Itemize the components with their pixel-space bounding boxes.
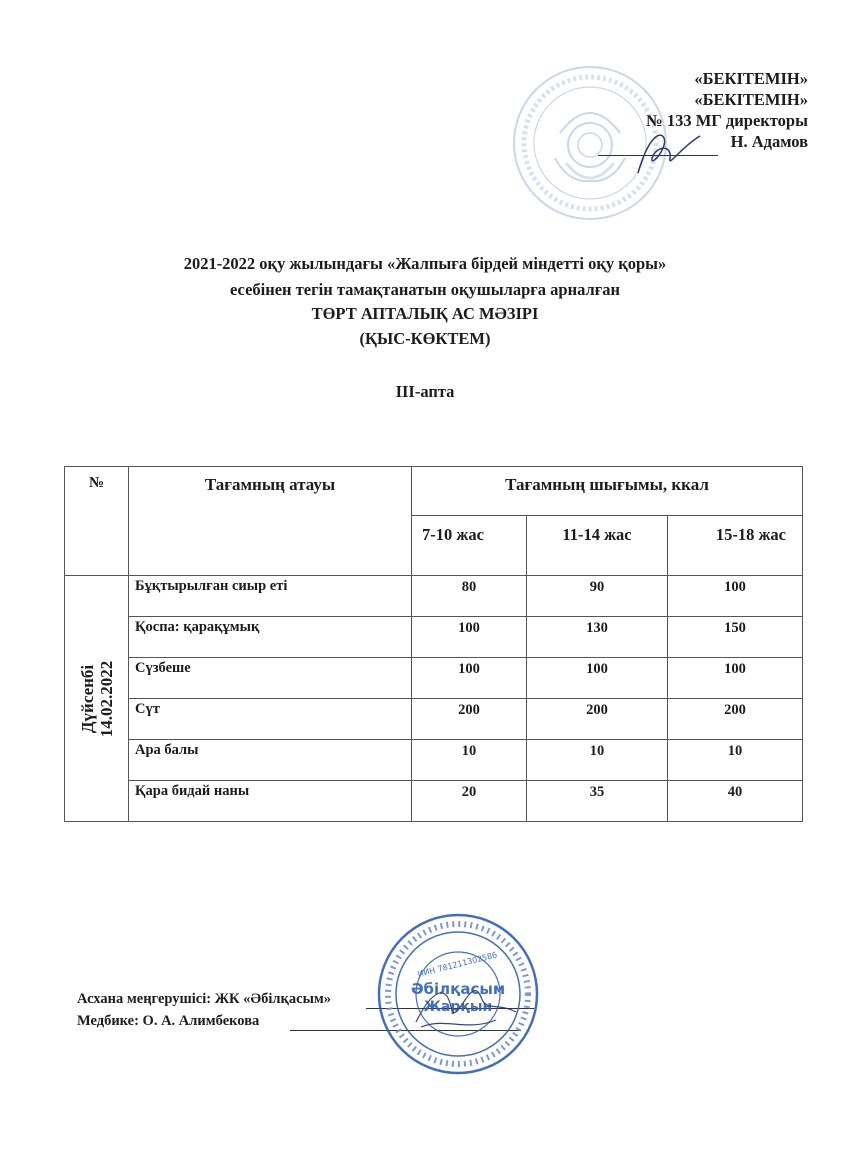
yield-11-14: 35 xyxy=(527,781,668,822)
yield-15-18: 10 xyxy=(668,740,803,781)
document-title-line-3: ТӨРТ АПТАЛЫҚ АС МӘЗІРІ xyxy=(311,304,539,323)
day-name: Дүйсенбі xyxy=(77,664,97,733)
yield-11-14: 130 xyxy=(527,617,668,658)
dish-name: Ара балы xyxy=(129,740,412,781)
approval-position: № 133 МГ директоры xyxy=(646,111,808,130)
yield-15-18: 40 xyxy=(668,781,803,822)
dish-name: Сүт xyxy=(129,699,412,740)
header-age-11-14: 11-14 жас xyxy=(527,516,668,576)
yield-15-18: 150 xyxy=(668,617,803,658)
yield-15-18: 100 xyxy=(668,576,803,617)
table-row xyxy=(65,576,803,617)
dish-name: Қара бидай наны xyxy=(129,781,412,822)
svg-text:ИИН 781211302586: ИИН 781211302586 xyxy=(416,950,499,979)
dish-name: Қоспа: қарақұмық xyxy=(129,617,412,658)
dish-name: Бұқтырылған сиыр еті xyxy=(129,576,412,617)
canteen-stamp xyxy=(376,912,541,1077)
header-age-7-10: 7-10 жас xyxy=(412,516,527,576)
table-row xyxy=(65,658,803,699)
svg-text:Жарқын: Жарқын xyxy=(423,999,493,1015)
approval-heading-2: «БЕКІТЕМІН» xyxy=(694,90,808,109)
dish-name: Сүзбеше xyxy=(129,658,412,699)
yield-7-10: 100 xyxy=(412,658,527,699)
table-row xyxy=(65,699,803,740)
yield-11-14: 200 xyxy=(527,699,668,740)
director-signature xyxy=(620,128,710,178)
header-age-15-18: 15-18 жас xyxy=(668,516,803,576)
yield-11-14: 10 xyxy=(527,740,668,781)
week-label: ІІІ-апта xyxy=(395,382,455,401)
menu-table xyxy=(64,466,803,822)
document-title-line-1: 2021-2022 оқу жылындағы «Жалпыға бірдей міндетті оқу қоры» xyxy=(183,254,667,273)
yield-11-14: 100 xyxy=(527,658,668,699)
yield-7-10: 80 xyxy=(412,576,527,617)
yield-7-10: 20 xyxy=(412,781,527,822)
header-number: № xyxy=(65,467,129,576)
day-label xyxy=(78,660,116,737)
document-title-season: (ҚЫС-КӨКТЕМ) xyxy=(359,329,491,348)
yield-7-10: 10 xyxy=(412,740,527,781)
document-title-line-2: есебінен тегін тамақтанатын оқушыларға арналған xyxy=(230,280,620,299)
yield-7-10: 200 xyxy=(412,699,527,740)
svg-text:Әбілқасым: Әбілқасым xyxy=(410,980,506,998)
header-dish-name: Тағамның атауы xyxy=(129,467,412,576)
day-cell xyxy=(65,576,129,822)
yield-7-10: 100 xyxy=(412,617,527,658)
nurse-signature: Медбике: О. А. Алимбекова xyxy=(77,1013,260,1029)
header-yield: Тағамның шығымы, ккал xyxy=(412,467,803,516)
approval-name: Н. Адамов xyxy=(730,132,808,151)
yield-15-18: 100 xyxy=(668,658,803,699)
table-row xyxy=(65,740,803,781)
table-row xyxy=(65,617,803,658)
yield-15-18: 200 xyxy=(668,699,803,740)
table-row xyxy=(65,781,803,822)
yield-11-14: 90 xyxy=(527,576,668,617)
approval-heading: «БЕКІТЕМІН» xyxy=(694,69,808,88)
table-header-row xyxy=(65,467,803,516)
canteen-manager-signature: Асхана меңгерушісі: ЖК «Әбілқасым» xyxy=(77,991,332,1007)
day-date: 14.02.2022 xyxy=(96,660,116,737)
